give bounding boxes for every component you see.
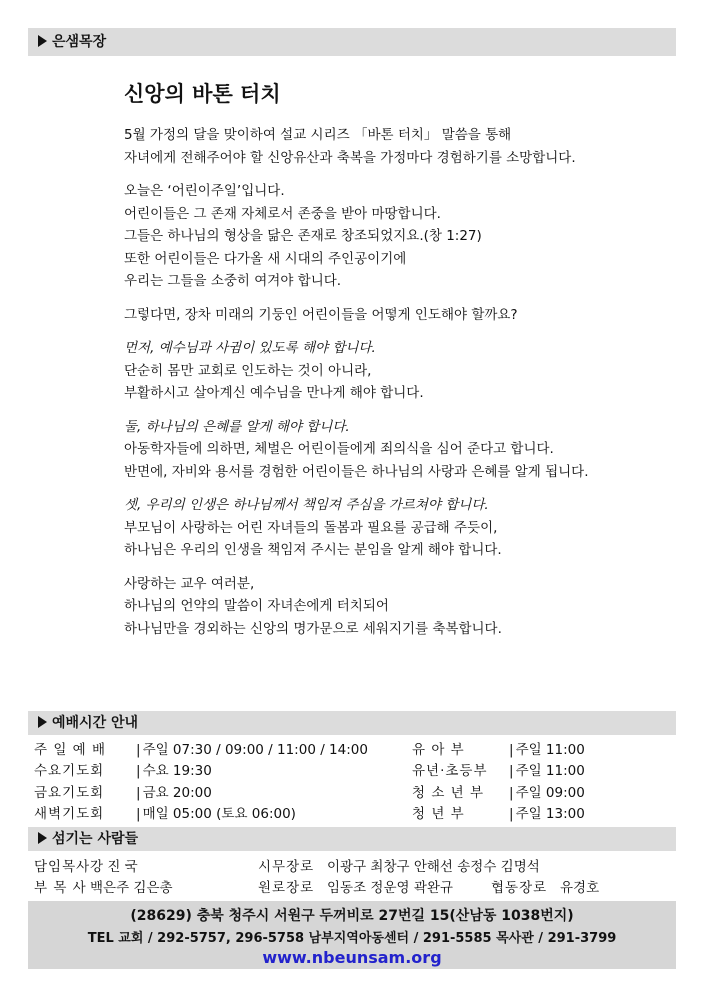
department-name	[412, 804, 507, 825]
article-paragraph	[124, 494, 674, 562]
server-role: 시무장로	[258, 859, 315, 875]
servers-row	[34, 855, 674, 876]
server-role: 부 목 사	[34, 880, 87, 896]
service-name-text: 주 일 예 배	[34, 742, 107, 758]
footer	[28, 901, 676, 969]
triangle-bullet-icon	[38, 716, 47, 728]
department-name	[412, 761, 507, 782]
server-role: 원로장로	[258, 880, 315, 896]
article-line: 하나님만을 경외하는 신앙의 명가문으로 세워지기를 축복합니다.	[124, 620, 502, 637]
article-line: 부활하시고 살아계신 예수님을 만나게 해야 합니다.	[124, 385, 424, 401]
separator: |	[509, 742, 514, 758]
servers-header	[28, 827, 676, 851]
service-name-text: 수요기도회	[34, 763, 105, 780]
article-paragraph	[124, 337, 674, 405]
emphasis-heading: 먼저, 예수님과 사귐이 있도록 해야 합니다.	[124, 340, 376, 356]
worship-header-label: 예배시간 안내	[52, 715, 139, 731]
schedule-row	[34, 761, 585, 782]
article-line: 우리는 그들을 소중히 여겨야 합니다.	[124, 273, 342, 289]
service-name	[34, 761, 134, 782]
article-paragraph	[124, 180, 674, 293]
department-name-text: 청 년 부	[412, 805, 465, 822]
service-time-text: 수요 19:30	[142, 763, 212, 780]
emphasis-heading: 셋, 우리의 인생은 하나님께서 책임져 주심을 가르쳐야 합니다.	[124, 497, 489, 513]
department-time	[507, 783, 585, 804]
separator: |	[136, 805, 141, 822]
triangle-bullet-icon	[38, 35, 47, 47]
service-time	[134, 761, 412, 782]
service-time	[134, 804, 412, 825]
section-header	[28, 28, 676, 56]
separator: |	[136, 763, 141, 780]
article-line: 그렇다면, 장차 미래의 기둥인 어린이들을 어떻게 인도해야 할까요?	[124, 306, 518, 323]
service-time-text: 주일 07:30 / 09:00 / 11:00 / 14:00	[142, 742, 368, 758]
article-line: 그들은 하나님의 형상을 닮은 존재로 창조되었지요.(창 1:27)	[124, 228, 482, 244]
article-line: 자녀에게 전해주어야 할 신앙유산과 축복을 가정마다 경험하기를 소망합니다.	[124, 149, 576, 166]
service-name-text: 새벽기도회	[34, 805, 105, 822]
service-time-text: 금요 20:00	[142, 784, 212, 801]
schedule-row	[34, 783, 585, 804]
separator: |	[136, 742, 141, 758]
server-names: 임동조 정운영 곽완규	[327, 880, 453, 896]
article-line: 사랑하는 교우 여러분,	[124, 575, 255, 592]
article-line: 5월 가정의 달을 맞이하여 설교 시리즈 「바톤 터치」 말씀을 통해	[124, 127, 512, 143]
church-phone-line: TEL 교회 / 292-5757, 296-5758 남부지역아동센터 / 291-5585 목사관 / 291-3799	[87, 931, 617, 946]
server-names: 이광구 최창구 안해선 송정수 김명석	[327, 859, 540, 875]
separator: |	[509, 763, 514, 780]
department-time-text: 주일 11:00	[515, 763, 585, 780]
servers-row	[34, 876, 674, 897]
article-line: 또한 어린이들은 다가올 새 시대의 주인공이기에	[124, 250, 407, 267]
servers-header-label: 섬기는 사람들	[52, 831, 139, 847]
service-name	[34, 740, 134, 761]
triangle-bullet-icon	[38, 832, 47, 844]
article-line: 하나님의 언약의 말씀이 자녀손에게 터치되어	[124, 598, 389, 614]
worship-schedule-table	[34, 740, 585, 825]
department-time	[507, 804, 585, 825]
article-paragraph	[124, 304, 674, 327]
department-time-text: 주일 11:00	[515, 742, 585, 758]
service-name	[34, 783, 134, 804]
department-time	[507, 761, 585, 782]
article-line: 하나님은 우리의 인생을 책임져 주시는 분임을 알게 해야 합니다.	[124, 542, 502, 558]
section-header-label: 은샘목장	[52, 34, 107, 50]
service-time	[134, 740, 412, 761]
separator: |	[136, 784, 141, 801]
article-body	[124, 124, 674, 651]
emphasis-heading: 둘, 하나님의 은혜를 알게 해야 합니다.	[124, 418, 350, 435]
server-names: 백은주 김은총	[90, 880, 173, 896]
separator: |	[509, 805, 514, 822]
separator: |	[509, 784, 514, 801]
article-paragraph	[124, 124, 674, 169]
department-name	[412, 783, 507, 804]
article-line: 부모님이 사랑하는 어린 자녀들의 돌봄과 필요를 공급해 주듯이,	[124, 519, 498, 536]
service-time-text: 매일 05:00 (토요 06:00)	[142, 805, 296, 822]
department-name-text: 청 소 년 부	[412, 784, 485, 801]
article-paragraph	[124, 416, 674, 484]
department-name-text: 유 아 부	[412, 742, 465, 758]
article-line: 단순히 몸만 교회로 인도하는 것이 아니라,	[124, 362, 372, 379]
department-name	[412, 740, 507, 761]
service-name	[34, 804, 134, 825]
server-names: 유경호	[560, 880, 600, 896]
article-line: 어린이들은 그 존재 자체로서 존중을 받아 마땅합니다.	[124, 205, 441, 222]
church-address: (28629) 충북 청주시 서원구 두꺼비로 27번길 15(산남동 1038번지)	[130, 908, 574, 924]
schedule-row	[34, 740, 585, 761]
article-paragraph	[124, 573, 674, 641]
article-line: 반면에, 자비와 용서를 경험한 어린이들은 하나님의 사랑과 은혜를 알게 됩니다.	[124, 463, 589, 480]
department-time	[507, 740, 585, 761]
department-time-text: 주일 09:00	[515, 784, 585, 801]
schedule-row	[34, 804, 585, 825]
service-time	[134, 783, 412, 804]
church-website-link[interactable]: www.nbeunsam.org	[262, 948, 442, 967]
article-title: 신앙의 바톤 터치	[124, 81, 281, 106]
service-name-text: 금요기도회	[34, 784, 105, 801]
department-time-text: 주일 13:00	[515, 805, 585, 822]
article-line: 아동학자들에 의하면, 체벌은 어린이들에게 죄의식을 심어 준다고 합니다.	[124, 441, 554, 457]
server-role: 담임목사	[34, 859, 91, 875]
article-line: 오늘은 ‘어린이주일’입니다.	[124, 183, 285, 199]
server-names: 강 진 국	[90, 859, 138, 875]
department-name-text: 유년·초등부	[412, 763, 488, 780]
worship-schedule-header	[28, 711, 676, 735]
server-role: 협동장로	[491, 880, 548, 896]
